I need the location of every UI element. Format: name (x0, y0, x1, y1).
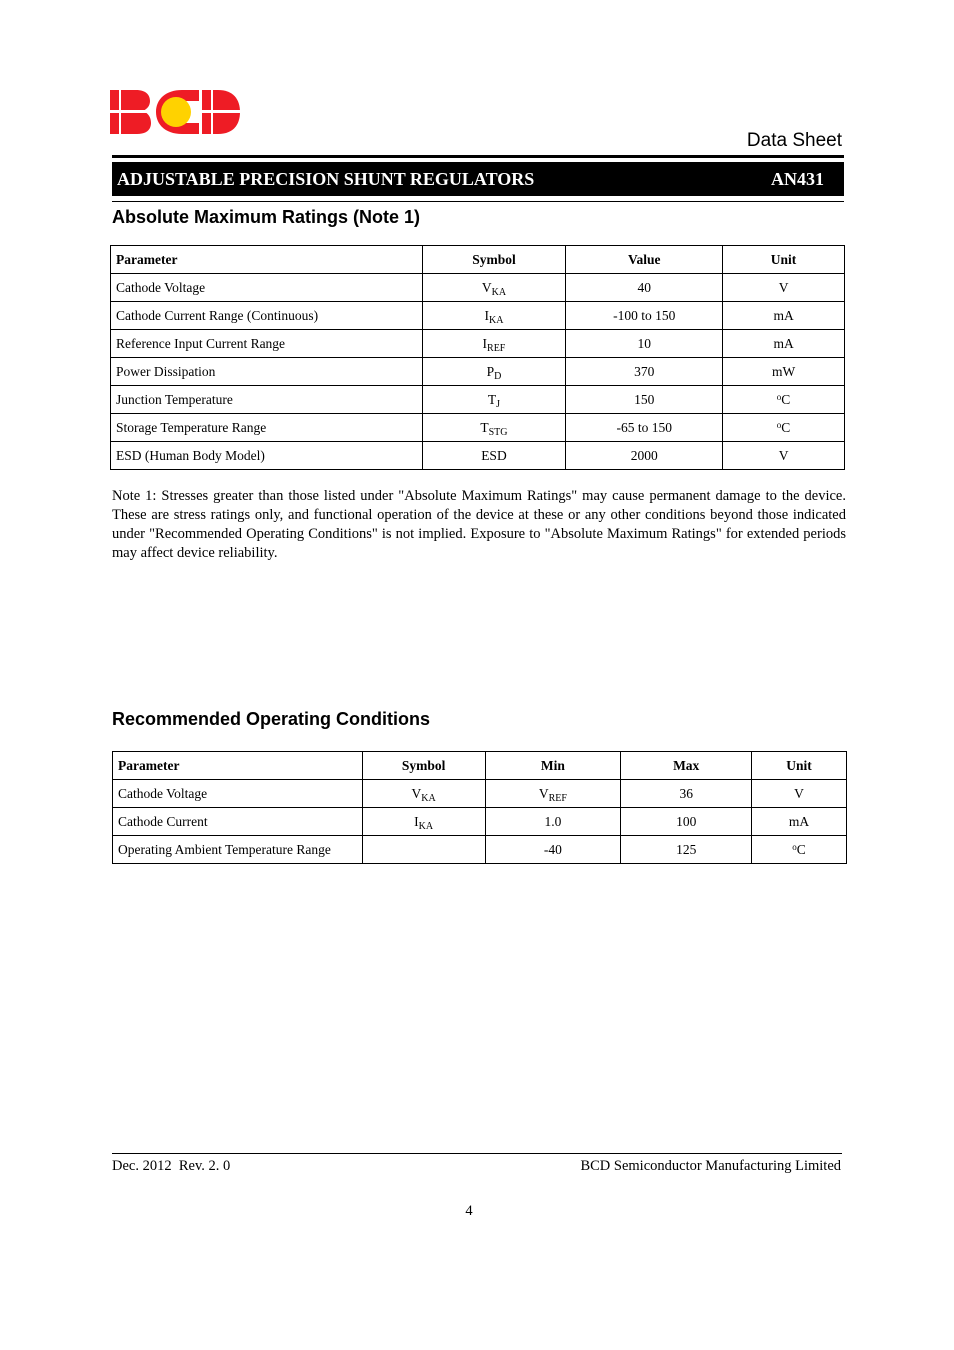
unit-main: C (781, 391, 791, 407)
parameter-cell: ESD (Human Body Model) (111, 442, 423, 470)
unit-cell (723, 414, 845, 442)
value-cell: 370 (566, 358, 723, 386)
symbol-cell (422, 274, 566, 302)
unit-main: C (796, 841, 806, 857)
symbol-cell (422, 442, 566, 470)
unit-superscript: o (776, 419, 782, 430)
unit-superscript: o (792, 841, 797, 852)
symbol-subscript: KA (488, 314, 504, 326)
max-cell: 100 (621, 808, 752, 836)
unit-main: V (794, 785, 804, 801)
footer-date-revision: Dec. 2012 Rev. 2. 0 (112, 1158, 231, 1174)
value-cell: -100 to 150 (566, 302, 723, 330)
min-cell (485, 808, 621, 836)
bcd-logo (110, 88, 242, 136)
footer-company: BCD Semiconductor Manufacturing Limited (580, 1158, 841, 1174)
header-rule-thin (112, 201, 844, 202)
max-cell: 36 (621, 780, 752, 808)
symbol-cell (422, 330, 566, 358)
parameter-cell: Cathode Current Range (Continuous) (111, 302, 423, 330)
table-row (113, 836, 847, 864)
table-header-row (111, 246, 845, 274)
table-row (111, 414, 845, 442)
unit-cell (723, 330, 845, 358)
unit-cell (723, 442, 845, 470)
column-header: Parameter (113, 752, 363, 780)
column-header: Max (621, 752, 752, 780)
symbol-cell (422, 358, 566, 386)
table-header-row (113, 752, 847, 780)
min-main: -40 (543, 841, 562, 857)
column-header: Min (485, 752, 621, 780)
unit-main: mA (788, 813, 810, 829)
symbol-subscript: J (496, 398, 501, 410)
symbol-main: I (414, 813, 419, 829)
symbol-subscript: STG (488, 426, 508, 438)
symbol-subscript: KA (421, 792, 436, 804)
abs-max-heading: Absolute Maximum Ratings (Note 1) (112, 207, 421, 227)
unit-cell (723, 302, 845, 330)
table-row (111, 330, 845, 358)
table-row (111, 302, 845, 330)
unit-superscript: o (776, 391, 782, 402)
unit-cell (723, 386, 845, 414)
min-main: 1.0 (544, 813, 562, 829)
page-number: 4 (465, 1203, 473, 1219)
symbol-cell (362, 780, 485, 808)
symbol-cell (362, 836, 485, 864)
column-header: Parameter (111, 246, 423, 274)
parameter-cell: Cathode Voltage (113, 780, 363, 808)
parameter-cell: Junction Temperature (111, 386, 423, 414)
value-cell: 150 (566, 386, 723, 414)
unit-main: V (778, 447, 789, 463)
rec-op-heading: Recommended Operating Conditions (112, 709, 431, 729)
parameter-cell: Cathode Current (113, 808, 363, 836)
abs-max-table (110, 245, 845, 470)
rec-op-table (112, 751, 847, 864)
unit-cell (752, 808, 847, 836)
symbol-subscript: KA (418, 820, 434, 832)
value-cell: 40 (566, 274, 723, 302)
column-header: Symbol (362, 752, 485, 780)
unit-cell (752, 780, 847, 808)
symbol-cell (362, 808, 485, 836)
unit-main: mW (771, 363, 796, 379)
symbol-main: ESD (481, 447, 507, 463)
product-title: ADJUSTABLE PRECISION SHUNT REGULATORS (117, 168, 535, 189)
column-header: Value (566, 246, 723, 274)
value-cell: 2000 (566, 442, 723, 470)
parameter-cell: Storage Temperature Range (111, 414, 423, 442)
symbol-subscript: D (494, 370, 502, 382)
note-1: Note 1: Stresses greater than those listed under "Absolute Maximum Ratings" may cause permanent damage to the device. These are stress ratings only, and functional operation of the device at these or any other conditions beyond those indicated under "Recommended Operating Conditions" is not implied. Exposure to "Absolute Maximum Ratings" for extended periods may affect device reliability. (112, 488, 846, 561)
parameter-cell: Cathode Voltage (111, 274, 423, 302)
unit-cell (723, 274, 845, 302)
unit-cell (723, 358, 845, 386)
max-cell: 125 (621, 836, 752, 864)
symbol-main: I (482, 335, 488, 351)
symbol-cell (422, 386, 566, 414)
symbol-main: T (487, 391, 497, 407)
table-row (111, 386, 845, 414)
parameter-cell: Operating Ambient Temperature Range (113, 836, 363, 864)
column-header: Unit (752, 752, 847, 780)
footer-rule (112, 1153, 842, 1154)
symbol-cell (422, 414, 566, 442)
unit-cell (752, 836, 847, 864)
min-subscript: REF (548, 792, 567, 804)
logo-yellow-dot (161, 97, 191, 127)
value-cell: 10 (566, 330, 723, 358)
header-rule-thick (112, 155, 844, 158)
table-row (111, 358, 845, 386)
symbol-cell (422, 302, 566, 330)
symbol-subscript: KA (491, 286, 507, 298)
min-main: V (538, 785, 549, 801)
symbol-main: V (411, 785, 422, 801)
unit-main: mA (773, 335, 794, 351)
part-number: AN431 (771, 168, 824, 189)
min-cell (485, 836, 621, 864)
value-cell: -65 to 150 (566, 414, 723, 442)
table-row (111, 442, 845, 470)
column-header: Unit (723, 246, 845, 274)
column-header: Symbol (422, 246, 566, 274)
symbol-subscript: REF (487, 342, 506, 354)
symbol-main: T (480, 419, 489, 435)
min-cell (485, 780, 621, 808)
symbol-main: V (481, 279, 492, 295)
doc-type-label: Data Sheet (746, 130, 842, 151)
unit-main: V (778, 279, 789, 295)
table-row (113, 780, 847, 808)
symbol-main: P (486, 363, 495, 379)
unit-main: C (781, 419, 791, 435)
parameter-cell: Power Dissipation (111, 358, 423, 386)
title-bar (112, 162, 844, 196)
table-row (111, 274, 845, 302)
parameter-cell: Reference Input Current Range (111, 330, 423, 358)
symbol-main: I (484, 307, 489, 323)
unit-main: mA (773, 307, 794, 323)
table-row (113, 808, 847, 836)
